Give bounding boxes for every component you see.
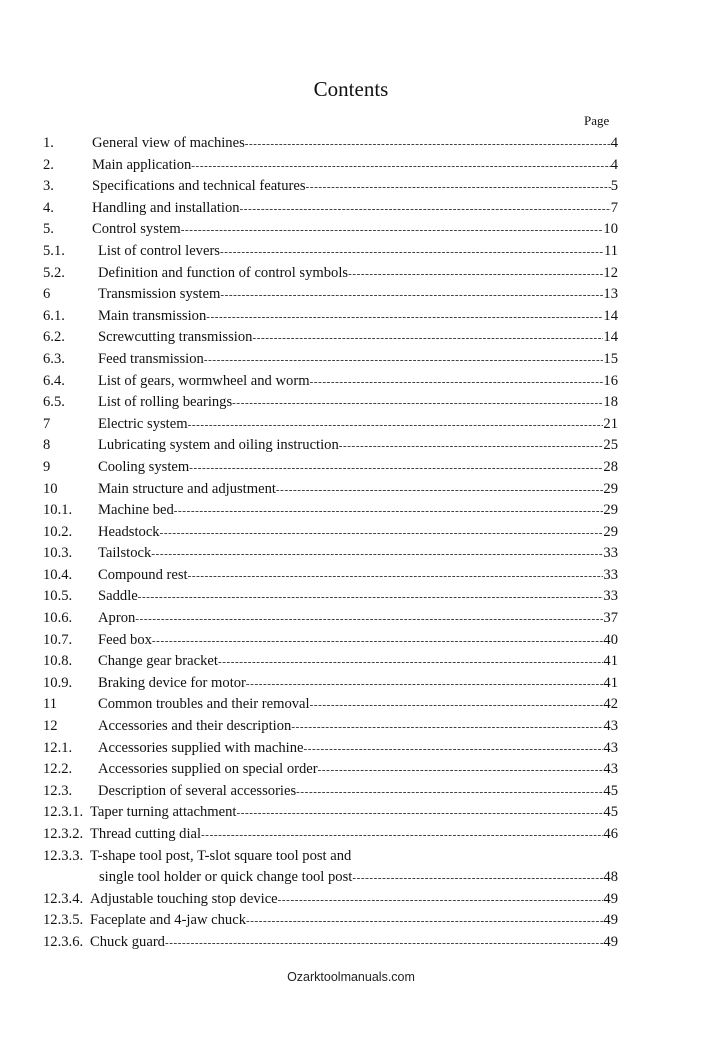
toc-entry[interactable] xyxy=(43,219,618,241)
toc-entry-page: 48 xyxy=(603,869,618,886)
toc-entry-title: Definition and function of control symbols xyxy=(98,264,349,281)
toc-entry-title: Accessories supplied with machine xyxy=(98,739,304,756)
page-title: Contents xyxy=(313,77,389,101)
toc-entry-number: 7 xyxy=(43,415,51,432)
toc-entry-number: 12.3.3. xyxy=(43,847,84,864)
toc-entry-page: 33 xyxy=(603,545,618,562)
toc-entry-line xyxy=(98,263,618,286)
leader-dots xyxy=(152,630,603,653)
toc-entry-title: Chuck guard xyxy=(90,933,165,950)
toc-entry-line xyxy=(98,500,618,523)
toc-entry[interactable] xyxy=(43,435,618,457)
toc-entry-page: 29 xyxy=(603,523,618,540)
toc-entry-number: 5.1. xyxy=(43,242,65,259)
toc-entry-page: 43 xyxy=(603,761,618,778)
toc-entry-page: 43 xyxy=(603,739,618,756)
toc-entry-number: 12.3. xyxy=(43,782,73,799)
toc-entry-page: 5 xyxy=(610,178,618,195)
toc-entry-page: 13 xyxy=(603,286,618,303)
toc-entry-title: Compound rest xyxy=(98,566,188,583)
toc-entry[interactable] xyxy=(43,759,618,781)
toc-entry-page: 14 xyxy=(603,307,618,324)
toc-entry-number: 10.2. xyxy=(43,523,73,540)
toc-entry-page: 43 xyxy=(603,718,618,735)
toc-entry-page: 42 xyxy=(603,696,618,713)
toc-entry[interactable] xyxy=(43,414,618,436)
toc-entry[interactable] xyxy=(43,155,618,177)
toc-entry-title: List of rolling bearings xyxy=(98,394,233,411)
toc-entry-line xyxy=(98,241,618,264)
toc-entry[interactable] xyxy=(43,846,618,868)
toc-entry[interactable] xyxy=(43,824,618,846)
leader-dots xyxy=(218,651,603,674)
toc-entry-title: Adjustable touching stop device xyxy=(90,890,278,907)
toc-entry-line xyxy=(98,327,618,350)
toc-entry[interactable] xyxy=(43,306,618,328)
toc-entry-number: 10.5. xyxy=(43,588,73,605)
leader-dots xyxy=(138,586,604,609)
toc-entry[interactable] xyxy=(43,932,618,954)
leader-dots xyxy=(303,738,603,761)
toc-entry[interactable] xyxy=(43,371,618,393)
toc-entry[interactable] xyxy=(43,479,618,501)
leader-dots xyxy=(318,759,604,782)
toc-entry-number: 10.6. xyxy=(43,610,73,627)
toc-entry-number: 12.3.6. xyxy=(43,933,84,950)
toc-entry-title: T-shape tool post, T-slot square tool post and xyxy=(90,847,352,864)
leader-dots xyxy=(165,932,603,955)
toc-entry[interactable] xyxy=(43,694,618,716)
toc-entry-number: 12.3.5. xyxy=(43,912,84,929)
leader-dots xyxy=(278,889,604,912)
toc-entry[interactable] xyxy=(43,457,618,479)
toc-entry-line xyxy=(98,306,618,329)
toc-entry-page: 29 xyxy=(603,480,618,497)
toc-entry-number: 6.4. xyxy=(43,372,65,389)
leader-dots xyxy=(252,327,603,350)
toc-entry-title: Feed transmission xyxy=(98,350,204,367)
toc-entry-number: 6.1. xyxy=(43,307,65,324)
toc-entry[interactable] xyxy=(43,889,618,911)
toc-entry-line xyxy=(90,824,618,847)
toc-entry-line xyxy=(90,932,618,955)
toc-entry-page: 37 xyxy=(603,610,618,627)
leader-dots xyxy=(348,263,603,286)
toc-entry-number: 10.7. xyxy=(43,631,73,648)
toc-entry[interactable] xyxy=(43,198,618,220)
toc-entry-title: Control system xyxy=(92,221,181,238)
toc-entry[interactable] xyxy=(43,500,618,522)
toc-entry-number: 5. xyxy=(43,221,54,238)
toc-entry-number: 10.4. xyxy=(43,566,73,583)
footer-website: Ozarktoolmanuals.com xyxy=(287,970,415,984)
toc-entry-number: 11 xyxy=(43,696,58,713)
leader-dots xyxy=(188,414,604,437)
toc-entry-number: 5.2. xyxy=(43,264,65,281)
toc-entry[interactable] xyxy=(43,910,618,932)
toc-entry[interactable] xyxy=(43,781,618,803)
leader-dots xyxy=(240,198,611,221)
toc-entry-page: 45 xyxy=(603,782,618,799)
toc-entry-page: 46 xyxy=(603,826,618,842)
toc-entry-page: 4 xyxy=(610,156,618,173)
toc-entry-title: Main transmission xyxy=(98,307,207,324)
toc-entry-title: Machine bed xyxy=(98,502,174,519)
toc-entry-line xyxy=(98,759,618,782)
leader-dots xyxy=(204,349,604,372)
toc-entry-number: 10.8. xyxy=(43,653,73,670)
toc-entry-line xyxy=(98,435,618,458)
leader-dots xyxy=(206,306,603,329)
toc-entry-title: Handling and installation xyxy=(92,199,240,216)
toc-entry[interactable] xyxy=(43,802,618,824)
leader-dots xyxy=(296,781,603,804)
toc-entry[interactable] xyxy=(43,738,618,760)
toc-entry-page: 41 xyxy=(603,653,618,670)
toc-entry[interactable] xyxy=(43,392,618,414)
toc-entry-line xyxy=(92,198,618,221)
toc-entry-title: Saddle xyxy=(98,588,138,605)
toc-entry-number: 12.1. xyxy=(43,739,73,756)
leader-dots xyxy=(189,457,603,480)
toc-entry-number: 6 xyxy=(43,286,51,303)
toc-entry-page: 10 xyxy=(603,221,618,238)
toc-entry-number: 1. xyxy=(43,135,54,151)
page-column-header: Page xyxy=(584,113,610,128)
toc-entry-page: 25 xyxy=(603,437,618,454)
toc-entry-title: Accessories and their description xyxy=(98,718,292,735)
leader-dots xyxy=(151,543,603,566)
toc-entry-line xyxy=(98,586,618,609)
toc-entry-page: 41 xyxy=(603,674,618,691)
toc-entry-title: Apron xyxy=(98,610,136,627)
toc-entry-page: 16 xyxy=(603,372,618,389)
leader-dots xyxy=(245,133,611,156)
toc-entry-page: 49 xyxy=(603,890,618,907)
toc-entry[interactable] xyxy=(43,565,618,587)
toc-entry-title: Feed box xyxy=(98,631,152,648)
toc-entry-number: 3. xyxy=(43,178,54,195)
toc-entry-line xyxy=(92,155,618,178)
toc-entry[interactable] xyxy=(43,630,618,652)
toc-entry-title: Transmission system xyxy=(98,286,221,303)
toc-entry-title: Accessories supplied on special order xyxy=(98,761,318,778)
toc-entry-title: Cooling system xyxy=(98,458,190,475)
toc-entry-number: 10 xyxy=(43,480,58,497)
toc-entry-title: Description of several accessories xyxy=(98,782,297,799)
toc-entry[interactable] xyxy=(43,349,618,371)
toc-entry-line xyxy=(92,133,618,156)
toc-entry-number: 12.3.4. xyxy=(43,890,84,907)
toc-entry-title: Change gear bracket xyxy=(98,653,218,670)
leader-dots xyxy=(181,219,604,242)
toc-entry-line xyxy=(90,802,618,825)
toc-entry-title: Lubricating system and oiling instruction xyxy=(98,437,339,454)
toc-entry-line xyxy=(98,543,618,566)
toc-entry-page: 49 xyxy=(603,933,618,950)
toc-entry-title: Electric system xyxy=(98,415,188,432)
toc-entry-line xyxy=(98,284,618,307)
toc-entry-title: General view of machines xyxy=(92,135,245,151)
toc-entry-number: 6.3. xyxy=(43,350,65,367)
toc-entry-line xyxy=(98,522,618,545)
toc-entry-line xyxy=(98,738,618,761)
toc-entry-title: Tailstock xyxy=(98,545,152,562)
toc-entry-line xyxy=(98,565,618,588)
toc-entry[interactable] xyxy=(43,608,618,630)
toc-entry-title: Thread cutting dial xyxy=(90,826,202,842)
toc-entry[interactable] xyxy=(43,651,618,673)
table-of-contents xyxy=(43,133,618,954)
toc-entry-title: Braking device for motor xyxy=(98,674,246,691)
leader-dots xyxy=(135,608,603,631)
toc-entry-line xyxy=(98,673,618,696)
toc-entry-page: 33 xyxy=(603,588,618,605)
toc-entry-page: 4 xyxy=(610,135,618,151)
toc-entry[interactable] xyxy=(43,263,618,285)
toc-entry-title: Faceplate and 4-jaw chuck xyxy=(90,912,246,929)
toc-entry-line xyxy=(98,694,618,717)
toc-entry-page: 12 xyxy=(603,264,618,281)
toc-entry[interactable] xyxy=(43,522,618,544)
toc-entry[interactable] xyxy=(43,586,618,608)
leader-dots xyxy=(236,802,603,825)
toc-entry-line xyxy=(98,457,618,480)
leader-dots xyxy=(291,716,603,739)
toc-entry-line xyxy=(98,479,618,502)
toc-entry-line xyxy=(98,349,618,372)
toc-entry-line xyxy=(98,716,618,739)
leader-dots xyxy=(246,673,603,696)
toc-entry-line xyxy=(98,392,618,415)
toc-entry[interactable] xyxy=(43,673,618,695)
leader-dots xyxy=(188,565,604,588)
toc-entry-number: 4. xyxy=(43,199,54,216)
toc-entry-line xyxy=(90,889,618,912)
leader-dots xyxy=(201,824,603,847)
toc-entry-line xyxy=(99,867,618,890)
toc-entry-number: 10.3. xyxy=(43,545,73,562)
toc-entry-title: List of control levers xyxy=(98,242,220,259)
leader-dots xyxy=(276,479,603,502)
toc-entry-page: 15 xyxy=(603,350,618,367)
leader-dots xyxy=(310,694,604,717)
toc-entry-line xyxy=(98,781,618,804)
toc-entry-title-continued: single tool holder or quick change tool post xyxy=(99,869,353,886)
toc-entry-number: 6.2. xyxy=(43,329,65,346)
toc-entry-page: 45 xyxy=(603,804,618,821)
toc-entry-page: 7 xyxy=(610,199,618,216)
toc-entry-line xyxy=(98,414,618,437)
toc-entry-page: 11 xyxy=(603,242,618,259)
toc-entry-line xyxy=(98,608,618,631)
toc-entry-page: 28 xyxy=(603,458,618,475)
toc-entry[interactable] xyxy=(43,543,618,565)
toc-entry-title: Screwcutting transmission xyxy=(98,329,253,346)
toc-entry-title: Taper turning attachment xyxy=(90,804,237,821)
toc-entry-title: Main application xyxy=(92,156,192,173)
toc-entry-page: 49 xyxy=(603,912,618,929)
leader-dots xyxy=(220,241,604,264)
leader-dots xyxy=(232,392,603,415)
toc-entry[interactable] xyxy=(43,133,618,155)
toc-entry-title: List of gears, wormwheel and worm xyxy=(98,372,310,389)
toc-entry-page: 40 xyxy=(603,631,618,648)
toc-entry-line xyxy=(98,651,618,674)
toc-entry-page: 18 xyxy=(603,394,618,411)
toc-entry-number: 12.3.2. xyxy=(43,826,84,842)
toc-entry-page: 33 xyxy=(603,566,618,583)
toc-entry-number: 10.9. xyxy=(43,674,73,691)
leader-dots xyxy=(220,284,603,307)
toc-entry-line xyxy=(98,371,618,394)
toc-entry-line xyxy=(92,176,618,199)
toc-entry-number: 12.3.1. xyxy=(43,804,84,821)
leader-dots xyxy=(339,435,604,458)
leader-dots xyxy=(174,500,604,523)
toc-entry[interactable] xyxy=(43,327,618,349)
leader-dots xyxy=(310,371,604,394)
toc-entry-page: 14 xyxy=(603,329,618,346)
toc-entry[interactable] xyxy=(43,176,618,198)
leader-dots xyxy=(160,522,604,545)
toc-entry-number: 2. xyxy=(43,156,54,173)
leader-dots xyxy=(306,176,611,199)
toc-entry-line xyxy=(92,219,618,242)
toc-entry[interactable] xyxy=(43,284,618,306)
toc-entry-page: 21 xyxy=(603,415,618,432)
toc-entry[interactable] xyxy=(43,241,618,263)
toc-entry-title: Main structure and adjustment xyxy=(98,480,276,497)
toc-entry-title: Common troubles and their removal xyxy=(98,696,310,713)
toc-entry-number: 8 xyxy=(43,437,51,454)
toc-entry-continuation[interactable] xyxy=(43,867,618,889)
toc-entry-title: Specifications and technical features xyxy=(92,178,306,195)
toc-entry-title-line xyxy=(90,846,351,868)
toc-entry-number: 10.1. xyxy=(43,502,73,519)
toc-entry[interactable] xyxy=(43,716,618,738)
toc-entry-number: 12 xyxy=(43,718,58,735)
toc-entry-title: Headstock xyxy=(98,523,160,540)
toc-entry-line xyxy=(90,910,618,933)
toc-entry-page: 29 xyxy=(603,502,618,519)
toc-entry-number: 12.2. xyxy=(43,761,73,778)
toc-entry-number: 9 xyxy=(43,458,51,475)
leader-dots xyxy=(352,867,603,890)
toc-entry-number: 6.5. xyxy=(43,394,65,411)
leader-dots xyxy=(246,910,603,933)
leader-dots xyxy=(191,155,610,178)
toc-entry-line xyxy=(98,630,618,653)
